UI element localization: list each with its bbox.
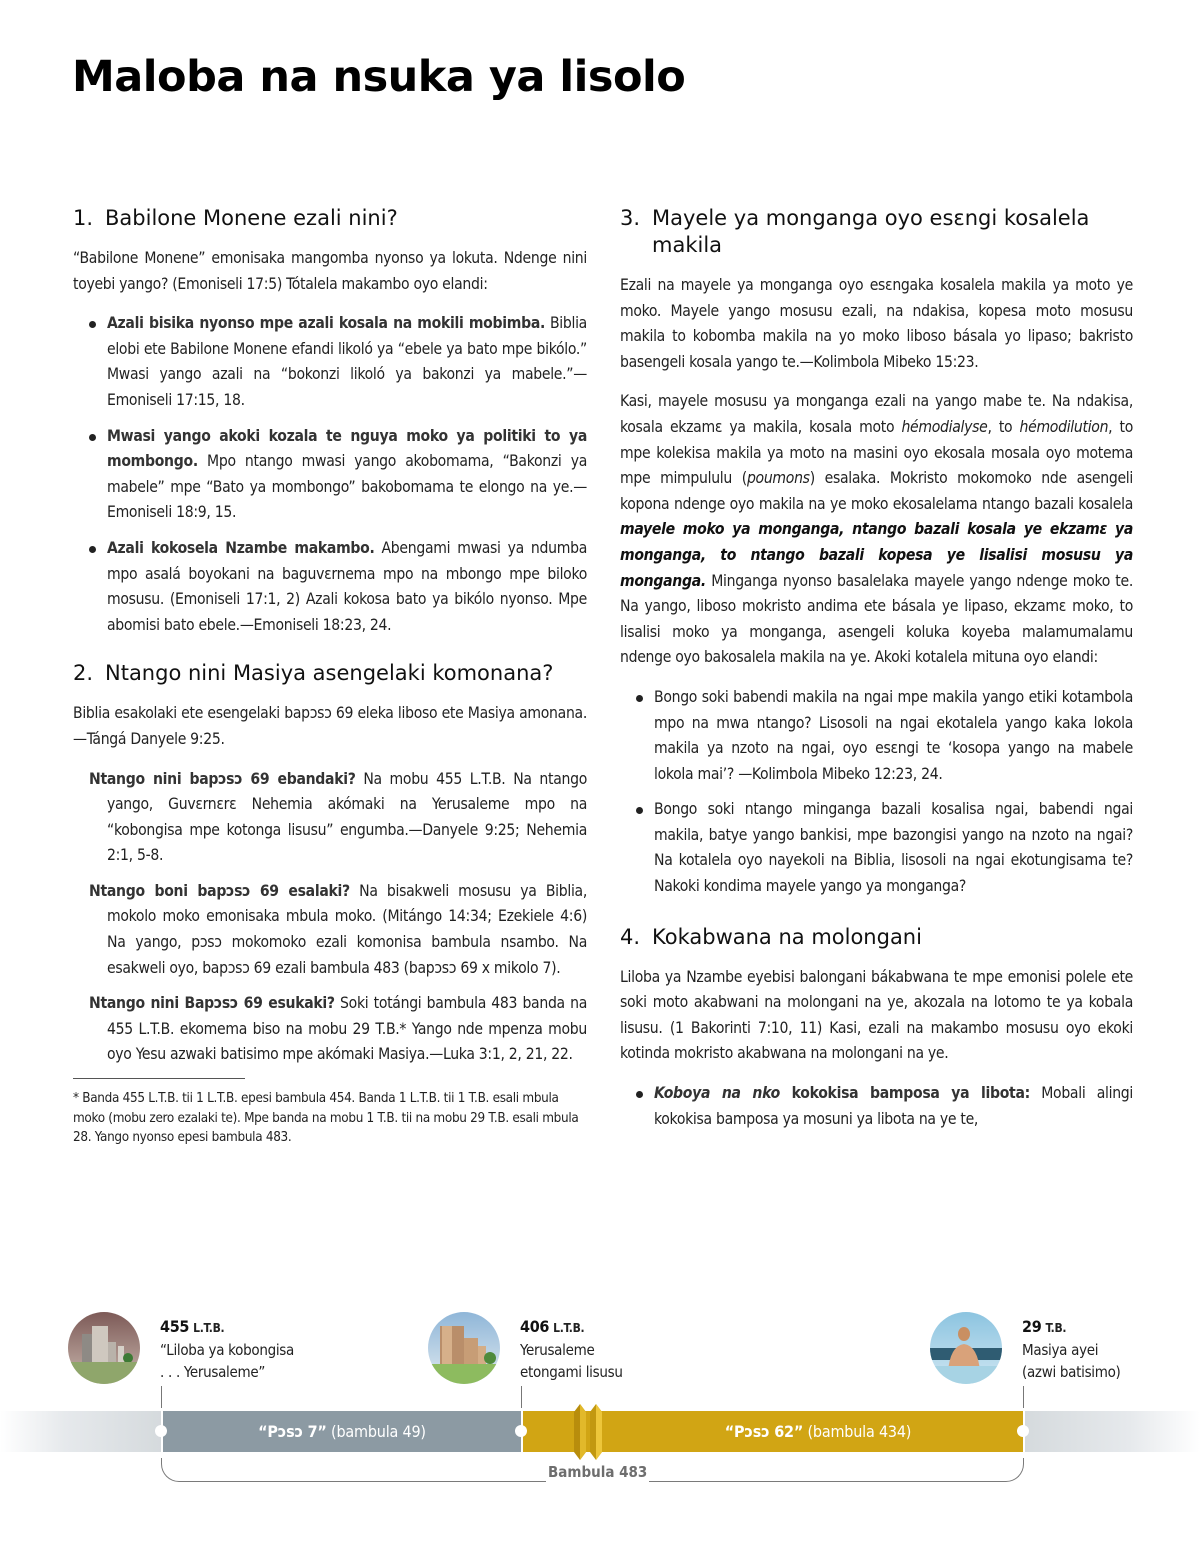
- event-caption: “Liloba ya kobongisa: [160, 1341, 294, 1359]
- timeline-event-455: [160, 1316, 294, 1383]
- section-1: [73, 205, 587, 638]
- right-column: [620, 205, 1133, 1142]
- bullet-lead: Azali bisika nyonso mpe azali kosala na mokili mobimba.: [107, 314, 546, 333]
- section-title: Babilone Monene ezali nini?: [105, 206, 398, 230]
- prophecy-timeline: [0, 1300, 1200, 1543]
- footnote-divider: [73, 1078, 245, 1079]
- text-run: Kasi, mayele mosusu ya monganga ezali na yango mabe te. Na ndakisa, kosala ekzamɛ ya makila, kosala moto: [620, 392, 1133, 436]
- timeline-point-455: [155, 1425, 167, 1437]
- section-number: 2.: [73, 661, 94, 686]
- timeline-bar-fade-left: [0, 1411, 162, 1452]
- event-year: 29: [1022, 1317, 1042, 1336]
- bullet-list: [634, 1081, 1133, 1132]
- list-item: [634, 1081, 1133, 1132]
- section-3: [620, 205, 1133, 900]
- time-break-icon: [570, 1404, 606, 1460]
- section-heading: [73, 205, 587, 232]
- section-2: [73, 660, 587, 1147]
- qa-answer: Na bisakweli mosusu ya Biblia, mokolo moko emonisaka mbula moko. (Mitángo 14:34; Ezekiele 4:6) Na yango, pɔsɔ mokomoko ezali komonisa bambula nsambo. Na esakweli oyo, bapɔsɔ 69 ezali bambula 483 (bapɔsɔ 69 x mikolo 7).: [107, 881, 587, 977]
- text-run: ) esalaka. Mokristo mokomoko nde asengeli kopona ndenge oyo makila na ye moko ekosalelama ntango bazali kosalela: [620, 469, 1133, 513]
- bullet-lead: Mwasi yango akoki kozala te nguya moko ya politiki to ya mombongo.: [107, 426, 587, 471]
- section-number: 1.: [73, 206, 94, 230]
- segment-label-bold: “Pɔsɔ 62”: [724, 1422, 804, 1441]
- section-heading: [620, 924, 1133, 951]
- list-item: [87, 424, 587, 526]
- text-run: , to: [987, 417, 1020, 436]
- baptism-image: [930, 1312, 1002, 1384]
- event-caption: Masiya ayei: [1022, 1341, 1099, 1359]
- bullet-text: Biblia elobi ete Babilone Monene efandi likoló ya “ebele ya bato mpe bikólo.” Mwasi yango azali na “bokonzi likoló ya bakonzi ya mabele.”—Emoniseli 17:15, 18.: [107, 314, 587, 409]
- section-intro: Biblia esakolaki ete esengelaki bapɔsɔ 69 eleka liboso ete Masiya amonana.—Tángá Danyele 9:25.: [73, 704, 587, 748]
- bullet-lead: kokokisa bamposa ya libota:: [779, 1084, 1030, 1103]
- term-italic: poumons: [746, 469, 810, 488]
- ruined-walls-icon: [68, 1312, 140, 1384]
- term-italic: hémodilution: [1019, 417, 1109, 436]
- timeline-event-29: [1022, 1316, 1121, 1383]
- bullet-text: Mpo ntango mwasi yango akobomama, “Bakonzi ya mabele” mpe “Bato ya mombongo” bakobomama te elongo na ye.—Emoniseli 18:9, 15.: [107, 452, 587, 522]
- segment-label: (bambula 434): [803, 1422, 912, 1441]
- rebuilt-city-walls-image: [428, 1312, 500, 1384]
- timeline-point-406: [515, 1425, 527, 1437]
- section-number: 4.: [620, 924, 641, 949]
- man-in-water-icon: [930, 1312, 1002, 1384]
- tick-455: [161, 1386, 162, 1408]
- tick-406: [521, 1386, 522, 1408]
- rebuilt-walls-icon: [428, 1312, 500, 1384]
- event-caption: (azwi batisimo): [1022, 1363, 1121, 1381]
- section-heading: [620, 205, 1133, 259]
- section-4: [620, 924, 1133, 1133]
- text-run: , to mpe kolekisa makila ya moto na masini oyo ekosala mosala oyo motema mpe mimpululu (: [620, 417, 1134, 488]
- list-item: Bongo soki babendi makila na ngai mpe makila yango etiki kotambola mpo na mwa ntango? Lisosoli na ngai ekotalela yango kaka lokola makila ya nzoto na ngai, oyo esɛngi te ‘kosopa yango na mabele lokola mai’? —Kolimbola Mibeko 12:23, 24.: [634, 685, 1133, 787]
- bullet-lead-italic: Koboya na nko: [654, 1084, 780, 1103]
- bullet-list: [87, 311, 587, 638]
- term-italic: hémodialyse: [901, 417, 988, 436]
- ruined-city-walls-image: [68, 1312, 140, 1384]
- left-column: [73, 205, 587, 1148]
- qa-item: [89, 767, 587, 869]
- qa-answer: Na mobu 455 L.T.B. Na ntango yango, Guvɛrnɛrɛ Nehemia akómaki na Yerusaleme mpo na “kobongisa mpe kotonga lisusu” engumba.—Danyele 9:25; Nehemia 2:1, 5-8.: [107, 769, 587, 865]
- event-era: L.T.B.: [193, 1321, 225, 1335]
- text-run: Minganga nyonso basalelaka mayele yango ndenge moko te. Na yango, liboso mokristo andima ete básala ye lipaso, ekzamɛ moko, to lisalisi moko ya monganga, asengeli koluka koyeba malamumalamu ndenge oyo bakosalela makila na ye. Akoki kotalela mituna oyo elandi:: [620, 571, 1133, 667]
- segment-62-weeks-label: [612, 1411, 1024, 1452]
- timeline-bar-fade-right: [1024, 1411, 1200, 1452]
- segment-7-weeks-label: [162, 1411, 522, 1452]
- list-item: [87, 536, 587, 638]
- bullet-text: Mobali alingi kokokisa bamposa ya mosuni ya libota na ye te,: [654, 1084, 1134, 1128]
- footnote: * Banda 455 L.T.B. tii 1 L.T.B. epesi bambula 454. Banda 1 L.T.B. tii 1 T.B. esali mbula moko (mobu zero ezalaki te). Mpe banda na mobu 1 T.B. tii na mobu 29 T.B. esali mbula 28. Yango nyonso epesi bambula 483.: [73, 1091, 579, 1146]
- event-caption: etongami lisusu: [520, 1363, 623, 1381]
- section-heading: [73, 660, 587, 687]
- event-year: 455: [160, 1317, 190, 1336]
- bullet-list: [634, 685, 1133, 900]
- qa-item: [89, 879, 587, 981]
- section-intro: “Babilone Monene” emonisaka mangomba nyonso ya lokuta. Ndenge nini toyebi yango? (Emoniseli 17:5) Tótalela makambo oyo elandi:: [73, 249, 587, 293]
- qa-answer: Soki totángi bambula 483 banda na 455 L.T.B. ekomema biso na mobu 29 T.B.* Yango nde mpenza mobu oyo Yesu azwaki batisimo mpe akómaki Masiya.—Luka 3:1, 2, 21, 22.: [107, 994, 588, 1064]
- segment-label: (bambula 49): [326, 1422, 426, 1441]
- section-paragraph: Ezali na mayele ya monganga oyo esɛngaka kosalela makila ya moto ye moko. Mayele yango mosusu ezali, na ndakisa, kopesa moto mosusu makila to kobomba makila na yo moko liboso básala yo lipaso; bakristo basengeli kosala yango te.—Kolimbola Mibeko 15:23.: [620, 276, 1133, 371]
- section-title: Mayele ya monganga oyo esɛngi kosalela makila: [652, 206, 1090, 257]
- total-span-label: Bambula 483: [548, 1463, 648, 1481]
- bullet-text: Abengami mwasi ya ndumba mpo asalá boyokani na baguvɛrnema mpo na mbongo mpe biloko mosusu. (Emoniseli 17:1, 2) Azali kokosa bato ya bikólo nyonso. Mpe abomisi bato ebele.—Emoniseli 18:23, 24.: [107, 538, 587, 634]
- event-era: L.T.B.: [553, 1321, 585, 1335]
- tick-29: [1023, 1386, 1024, 1408]
- section-paragraph: [620, 389, 1133, 671]
- segment-label-bold: “Pɔsɔ 7”: [258, 1422, 327, 1441]
- list-item: Bongo soki ntango minganga bazali kosalisa ngai, babendi ngai makila, batye yango bankisi, mpe bazongisi yango na nzoto na ngai? Na kotalela oyo nayekoli na Biblia, lisosoli na ngai ekotungisama te? Nakoki kondima mayele yango ya monganga?: [634, 797, 1133, 899]
- bullet-lead: Azali kokosela Nzambe makambo.: [107, 538, 375, 557]
- qa-question: Ntango boni bapɔsɔ 69 esalaki?: [89, 881, 350, 900]
- event-caption: Yerusaleme: [520, 1341, 595, 1359]
- event-era: T.B.: [1045, 1321, 1067, 1335]
- section-title: Kokabwana na molongani: [652, 924, 922, 949]
- qa-question: Ntango nini Bapɔsɔ 69 esukaki?: [89, 994, 335, 1013]
- event-caption: . . . Yerusaleme”: [160, 1363, 266, 1381]
- page-title: Maloba na nsuka ya lisolo: [72, 52, 686, 102]
- section-number: 3.: [620, 206, 641, 230]
- qa-item: [89, 991, 587, 1068]
- event-year: 406: [520, 1317, 550, 1336]
- timeline-event-406: [520, 1316, 623, 1383]
- qa-question: Ntango nini bapɔsɔ 69 ebandaki?: [89, 769, 356, 788]
- timeline-point-29: [1017, 1425, 1029, 1437]
- list-item: [87, 311, 587, 413]
- section-intro: Liloba ya Nzambe eyebisi balongani bákabwana te mpe emonisi polele ete soki moto akabwani na molongani na ye, akozala na lotomo te ya kobala lisusu. (1 Bakorinti 7:10, 11) Kasi, ezali na makambo mosusu oyo ekoki kotinda mokristo akabwana na molongani na ye.: [620, 967, 1133, 1063]
- emphasis-bold-italic: mayele moko ya monganga, ntango bazali kosala ye ekzamɛ ya monganga, to ntango bazali kopesa ye lisalisi mosusu ya monganga.: [620, 520, 1133, 590]
- section-title: Ntango nini Masiya asengelaki komonana?: [105, 661, 554, 686]
